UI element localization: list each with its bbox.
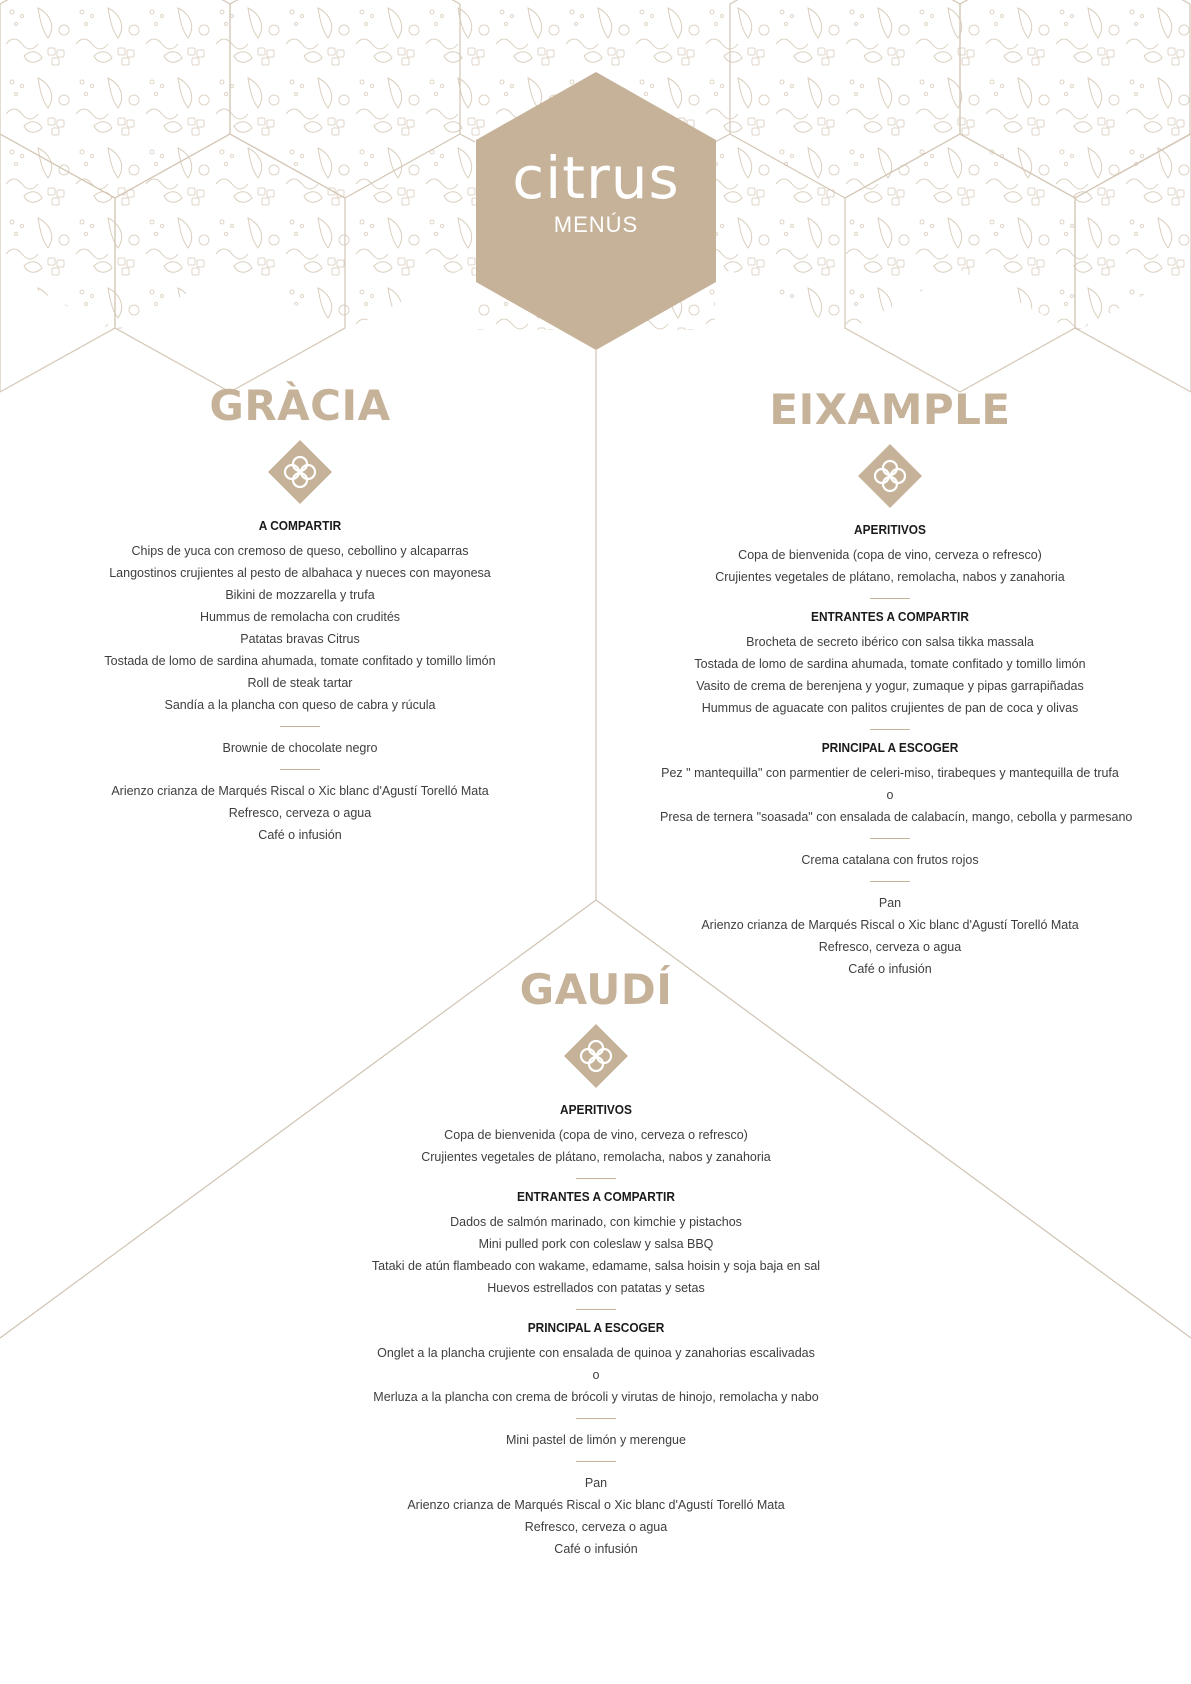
section-divider — [280, 726, 320, 727]
menu-item: Huevos estrellados con patatas y setas — [487, 1281, 705, 1295]
menu-item: Onglet a la plancha crujiente con ensalada de quinoa y zanahorias escalivadas — [377, 1346, 815, 1360]
menu-section — [100, 737, 500, 759]
menu-item: Tostada de lomo de sardina ahumada, tomate confitado y tomillo limón — [104, 654, 496, 668]
menu-item: Refresco, cerveza o agua — [818, 940, 962, 954]
menu-item: Café o infusión — [554, 1542, 638, 1556]
menu-item: Crujientes vegetales de plátano, remolacha, nabos y zanahoria — [421, 1150, 771, 1164]
menu-item: Arienzo crianza de Marqués Riscal o Xic blanc d'Agustí Torelló Mata — [111, 784, 489, 798]
section-divider — [576, 1309, 616, 1310]
menu-item: Brownie de chocolate negro — [222, 741, 378, 755]
menu-section — [366, 1102, 826, 1168]
flower-emblem-icon — [268, 440, 332, 504]
menu-item: Hummus de remolacha con crudités — [199, 610, 401, 624]
menu-title: GAUDÍ — [519, 965, 673, 1014]
menu-section — [100, 518, 500, 716]
menu-gracia — [100, 382, 500, 846]
section-heading: ENTRANTES A COMPARTIR — [811, 610, 969, 624]
menu-item: Café o infusión — [258, 828, 342, 842]
menu-item: Café o infusión — [848, 962, 932, 976]
section-divider — [576, 1418, 616, 1419]
menu-item: Roll de steak tartar — [247, 676, 353, 690]
menu-section — [366, 1429, 826, 1451]
menu-eixample — [660, 385, 1133, 980]
menu-section — [366, 1189, 826, 1299]
menu-section — [660, 609, 1120, 719]
menu-item: Hummus de aguacate con palitos crujientes de pan de coca y olivas — [701, 701, 1079, 715]
menu-section — [366, 1320, 826, 1408]
section-divider — [576, 1178, 616, 1179]
brand-logo — [477, 144, 715, 238]
menu-item: Chips de yuca con cremoso de queso, cebollino y alcaparras — [131, 544, 469, 558]
menu-sections — [366, 1102, 826, 1560]
menu-item: Sandía a la plancha con queso de cabra y rúcula — [164, 698, 436, 712]
menu-item: Arienzo crianza de Marqués Riscal o Xic blanc d'Agustí Torelló Mata — [407, 1498, 785, 1512]
menu-title: EIXAMPLE — [769, 385, 1011, 434]
menu-item: Arienzo crianza de Marqués Riscal o Xic blanc d'Agustí Torelló Mata — [701, 918, 1079, 932]
menu-gaudi — [366, 966, 826, 1560]
flower-emblem-icon — [564, 1024, 628, 1088]
section-divider — [870, 838, 910, 839]
menu-item: Crema catalana con frutos rojos — [801, 853, 979, 867]
section-divider — [870, 881, 910, 882]
menu-item: Crujientes vegetales de plátano, remolacha, nabos y zanahoria — [715, 570, 1065, 584]
brand-subtitle: MENÚS — [553, 212, 639, 237]
menu-item: Tataki de atún flambeado con wakame, edamame, salsa hoisin y soja baja en sal — [371, 1259, 821, 1273]
menu-item: Refresco, cerveza o agua — [228, 806, 372, 820]
brand-name: citrus — [512, 144, 680, 212]
menu-item: o — [592, 1368, 600, 1382]
menu-item: Langostinos crujientes al pesto de albahaca y nueces con mayonesa — [109, 566, 491, 580]
menu-item: Dados de salmón marinado, con kimchie y pistachos — [450, 1215, 742, 1229]
menu-item: Bikini de mozzarella y trufa — [225, 588, 375, 602]
section-divider — [870, 598, 910, 599]
menu-sections — [100, 518, 500, 846]
menu-item: Pez " mantequilla" con parmentier de celeri-miso, tirabeques y mantequilla de trufa — [661, 766, 1119, 780]
section-heading: APERITIVOS — [560, 1103, 632, 1117]
menu-item: Patatas bravas Citrus — [240, 632, 360, 646]
menu-item: Pan — [584, 1476, 608, 1490]
menu-section — [660, 849, 1120, 871]
menu-item: Merluza a la plancha con crema de brócoli y virutas de hinojo, remolacha y nabo — [373, 1390, 819, 1404]
menu-section — [660, 740, 1133, 828]
menu-item: Refresco, cerveza o agua — [524, 1520, 668, 1534]
menu-item: Presa de ternera "soasada" con ensalada de calabacín, mango, cebolla y parmesano — [660, 810, 1133, 824]
section-divider — [576, 1461, 616, 1462]
menu-sections — [660, 522, 1133, 980]
section-heading: A COMPARTIR — [258, 519, 342, 533]
menu-item: Mini pulled pork con coleslaw y salsa BBQ — [478, 1237, 714, 1251]
menu-item: Brocheta de secreto ibérico con salsa tikka massala — [746, 635, 1034, 649]
section-divider — [870, 729, 910, 730]
section-heading: ENTRANTES A COMPARTIR — [517, 1190, 675, 1204]
section-divider — [280, 769, 320, 770]
section-heading: APERITIVOS — [854, 523, 926, 537]
menu-section — [660, 522, 1120, 588]
menu-section — [100, 780, 500, 846]
menu-item: Vasito de crema de berenjena y yogur, zumaque y pipas garrapiñadas — [696, 679, 1084, 693]
flower-emblem-icon — [858, 444, 922, 508]
menu-item: Copa de bienvenida (copa de vino, cerveza o refresco) — [444, 1128, 748, 1142]
menu-item: Pan — [878, 896, 902, 910]
menu-item: Mini pastel de limón y merengue — [506, 1433, 686, 1447]
section-heading: PRINCIPAL A ESCOGER — [821, 741, 959, 755]
menu-item: Copa de bienvenida (copa de vino, cerveza o refresco) — [738, 548, 1042, 562]
menu-item: Tostada de lomo de sardina ahumada, tomate confitado y tomillo limón — [694, 657, 1086, 671]
menu-section — [366, 1472, 826, 1560]
menu-title: GRÀCIA — [209, 381, 391, 430]
section-heading: PRINCIPAL A ESCOGER — [527, 1321, 665, 1335]
menu-item: o — [886, 788, 894, 802]
